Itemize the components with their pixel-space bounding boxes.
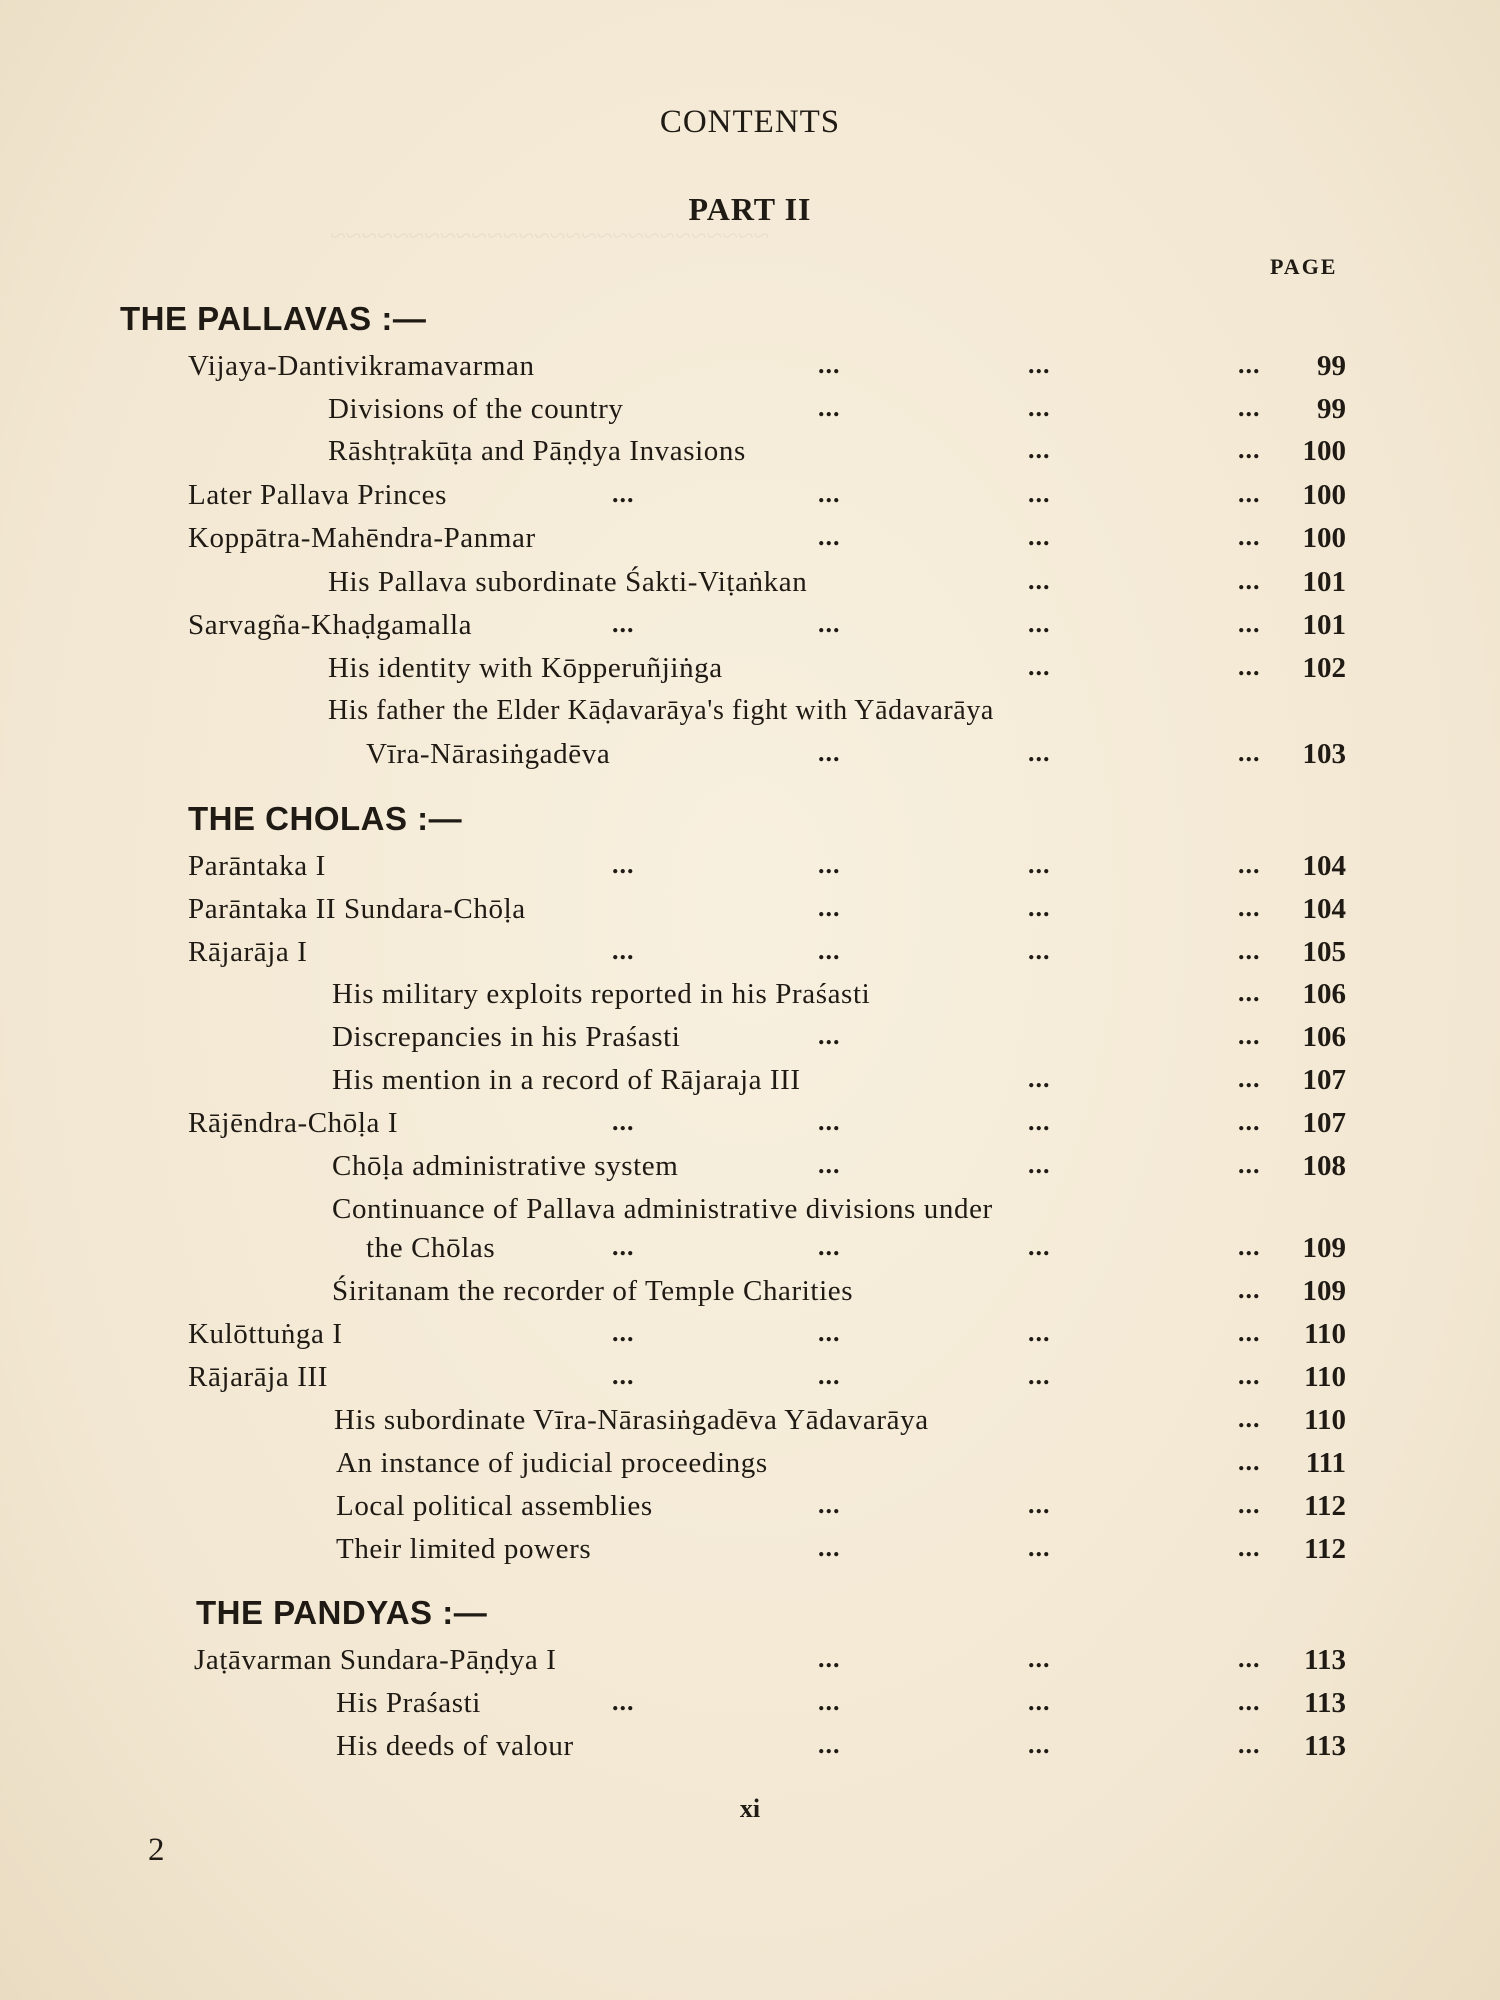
entry-label: Continuance of Pallava administrative divisions under <box>332 1193 993 1225</box>
entry-page: 113 <box>1304 1644 1346 1676</box>
leader-dots: ... <box>612 936 635 965</box>
leader-dots: ... <box>612 479 635 508</box>
toc-entry[interactable] <box>0 652 1500 692</box>
entry-page: 112 <box>1304 1533 1346 1565</box>
leader-dots: ... <box>818 1730 841 1759</box>
entry-label: Local political assemblies <box>336 1490 653 1522</box>
entry-page: 112 <box>1304 1490 1346 1522</box>
toc-entry[interactable] <box>0 695 1500 735</box>
leader-dots: ... <box>612 1318 635 1347</box>
entry-page: 100 <box>1302 435 1346 467</box>
leader-dots: ... <box>1238 1318 1261 1347</box>
leader-dots: ... <box>818 1318 841 1347</box>
leader-dots: ... <box>1238 850 1261 879</box>
toc-entry[interactable] <box>0 978 1500 1018</box>
entry-page: 109 <box>1302 1275 1346 1307</box>
entry-page: 101 <box>1302 609 1346 641</box>
leader-dots: ... <box>1238 1447 1261 1476</box>
leader-dots: ... <box>818 350 841 379</box>
leader-dots: ... <box>1028 1687 1051 1716</box>
entry-label: Divisions of the country <box>328 393 624 425</box>
entry-label: the Chōlas <box>366 1232 496 1264</box>
leader-dots: ... <box>1028 652 1051 681</box>
leader-dots: ... <box>1238 936 1261 965</box>
entry-label: His deeds of valour <box>336 1730 574 1762</box>
entry-page: 110 <box>1304 1318 1346 1350</box>
toc-entry[interactable] <box>0 738 1500 778</box>
toc-entry[interactable] <box>0 1361 1500 1401</box>
toc-entry[interactable] <box>0 393 1500 433</box>
toc-entry[interactable] <box>0 1687 1500 1727</box>
leader-dots: ... <box>818 522 841 551</box>
entry-label: An instance of judicial proceedings <box>336 1447 768 1479</box>
leader-dots: ... <box>612 609 635 638</box>
entry-label: Rājarāja III <box>188 1361 329 1393</box>
leader-dots: ... <box>612 1687 635 1716</box>
entry-label: Rājēndra-Chōḷa I <box>188 1107 399 1139</box>
entry-page: 100 <box>1302 479 1346 511</box>
entry-page: 107 <box>1302 1107 1346 1139</box>
toc-entry[interactable] <box>0 350 1500 390</box>
leader-dots: ... <box>1238 978 1261 1007</box>
entry-label: His identity with Kōpperuñjiṅga <box>328 652 723 684</box>
leader-dots: ... <box>1238 1150 1261 1179</box>
entry-page: 104 <box>1302 893 1346 925</box>
entry-label: His military exploits reported in his Praśasti <box>332 978 871 1010</box>
toc-entry[interactable] <box>0 1730 1500 1770</box>
toc-entry[interactable] <box>0 1533 1500 1573</box>
leader-dots: ... <box>818 1490 841 1519</box>
leader-dots: ... <box>818 1232 841 1261</box>
toc-entry[interactable] <box>0 1193 1500 1233</box>
toc-entry[interactable] <box>0 1150 1500 1190</box>
entry-page: 106 <box>1302 1021 1346 1053</box>
entry-page: 113 <box>1304 1730 1346 1762</box>
entry-label: Chōḷa administrative system <box>332 1150 679 1182</box>
leader-dots: ... <box>1238 1533 1261 1562</box>
entry-page: 113 <box>1304 1687 1346 1719</box>
toc-entry[interactable] <box>0 936 1500 976</box>
part-heading: PART II <box>688 191 812 227</box>
toc-entry[interactable] <box>0 1107 1500 1147</box>
leader-dots: ... <box>818 393 841 422</box>
leader-dots: ... <box>1238 522 1261 551</box>
leader-dots: ... <box>818 1021 841 1050</box>
leader-dots: ... <box>1238 609 1261 638</box>
contents-heading: CONTENTS <box>659 104 841 140</box>
leader-dots: ... <box>612 1361 635 1390</box>
entry-label: Parāntaka I <box>188 850 326 882</box>
toc-entry[interactable] <box>0 1447 1500 1487</box>
leader-dots: ... <box>1238 1730 1261 1759</box>
entry-label: Jaṭāvarman Sundara-Pāṇḍya I <box>194 1644 557 1676</box>
leader-dots: ... <box>1028 522 1051 551</box>
leader-dots: ... <box>818 1107 841 1136</box>
leader-dots: ... <box>1238 893 1261 922</box>
leader-dots: ... <box>1028 435 1051 464</box>
leader-dots: ... <box>1238 1490 1261 1519</box>
leader-dots: ... <box>1028 1490 1051 1519</box>
entry-page: 104 <box>1302 850 1346 882</box>
leader-dots: ... <box>818 738 841 767</box>
leader-dots: ... <box>1028 1644 1051 1673</box>
entry-page: 106 <box>1302 978 1346 1010</box>
toc-entry[interactable] <box>0 893 1500 933</box>
section-title-cholas: THE CHOLAS :— <box>188 800 463 837</box>
leader-dots: ... <box>612 1107 635 1136</box>
leader-dots: ... <box>1238 1232 1261 1261</box>
toc-entry[interactable] <box>0 1404 1500 1444</box>
leader-dots: ... <box>1238 1404 1261 1433</box>
entry-page: 103 <box>1302 738 1346 770</box>
toc-entry[interactable] <box>0 1318 1500 1358</box>
leader-dots: ... <box>1238 566 1261 595</box>
leader-dots: ... <box>1238 393 1261 422</box>
toc-entry[interactable] <box>0 1064 1500 1104</box>
entry-label: Vijaya-Dantivikramavarman <box>188 350 535 382</box>
toc-entry[interactable] <box>0 1275 1500 1315</box>
leader-dots: ... <box>1238 1361 1261 1390</box>
entry-page: 102 <box>1302 652 1346 684</box>
leader-dots: ... <box>1238 652 1261 681</box>
entry-page: 105 <box>1302 936 1346 968</box>
toc-entry[interactable] <box>0 1232 1500 1272</box>
entry-page: 108 <box>1302 1150 1346 1182</box>
leader-dots: ... <box>1238 435 1261 464</box>
leader-dots: ... <box>1028 1361 1051 1390</box>
entry-label: Koppātra-Mahēndra-Panmar <box>188 522 536 554</box>
leader-dots: ... <box>1028 1107 1051 1136</box>
leader-dots: ... <box>1028 850 1051 879</box>
toc-entry[interactable] <box>0 522 1500 562</box>
toc-entry[interactable] <box>0 566 1500 606</box>
entry-page: 100 <box>1302 522 1346 554</box>
page-number: xi <box>739 1794 761 1823</box>
entry-page: 109 <box>1302 1232 1346 1264</box>
leader-dots: ... <box>612 850 635 879</box>
leader-dots: ... <box>1028 479 1051 508</box>
leader-dots: ... <box>818 609 841 638</box>
entry-page: 107 <box>1302 1064 1346 1096</box>
section-title-pandyas: THE PANDYAS :— <box>196 1594 488 1631</box>
entry-label: Discrepancies in his Praśasti <box>332 1021 681 1053</box>
entry-label: His Pallava subordinate Śakti-Viṭaṅkan <box>328 566 808 598</box>
entry-label: Sarvagña-Khaḍgamalla <box>188 609 473 641</box>
leader-dots: ... <box>818 1687 841 1716</box>
leader-dots: ... <box>1028 936 1051 965</box>
entry-label: Rājarāja I <box>188 936 308 968</box>
leader-dots: ... <box>1238 1275 1261 1304</box>
leader-dots: ... <box>1238 1644 1261 1673</box>
leader-dots: ... <box>818 893 841 922</box>
toc-entry[interactable] <box>0 850 1500 890</box>
leader-dots: ... <box>1238 1687 1261 1716</box>
toc-entry[interactable] <box>0 1490 1500 1530</box>
leader-dots: ... <box>612 1232 635 1261</box>
leader-dots: ... <box>1028 1533 1051 1562</box>
entry-label: His Praśasti <box>336 1687 481 1719</box>
leader-dots: ... <box>1028 893 1051 922</box>
entry-page: 99 <box>1317 350 1346 382</box>
leader-dots: ... <box>818 1150 841 1179</box>
entry-label: His father the Elder Kāḍavarāya's fight with Yādavarāya <box>328 695 994 726</box>
entry-label: Later Pallava Princes <box>188 479 448 511</box>
entry-page: 99 <box>1317 393 1346 425</box>
toc-entry[interactable] <box>0 435 1500 475</box>
leader-dots: ... <box>818 936 841 965</box>
leader-dots: ... <box>1028 609 1051 638</box>
leader-dots: ... <box>1238 1107 1261 1136</box>
leader-dots: ... <box>818 1644 841 1673</box>
toc-entry[interactable] <box>0 479 1500 519</box>
leader-dots: ... <box>818 850 841 879</box>
entry-label: Their limited powers <box>336 1533 592 1565</box>
entry-label: His mention in a record of Rājaraja III <box>332 1064 801 1096</box>
entry-page: 101 <box>1302 566 1346 598</box>
leader-dots: ... <box>1238 350 1261 379</box>
bleed-through-text: ~~~~~~~~~~~~~~~~~~~~~~~~~~~~ <box>330 220 770 252</box>
leader-dots: ... <box>1238 1021 1261 1050</box>
toc-entry[interactable] <box>0 1644 1500 1684</box>
leader-dots: ... <box>1028 1064 1051 1093</box>
leader-dots: ... <box>1028 566 1051 595</box>
entry-page: 110 <box>1304 1361 1346 1393</box>
entry-label: Kulōttuṅga I <box>188 1318 343 1350</box>
leader-dots: ... <box>818 1533 841 1562</box>
leader-dots: ... <box>1238 1064 1261 1093</box>
entry-label: Parāntaka II Sundara-Chōḷa <box>188 893 526 925</box>
section-title-pallavas: THE PALLAVAS :— <box>120 300 427 337</box>
corner-mark: 2 <box>148 1832 165 1868</box>
leader-dots: ... <box>1238 738 1261 767</box>
leader-dots: ... <box>1028 1150 1051 1179</box>
leader-dots: ... <box>1028 1232 1051 1261</box>
leader-dots: ... <box>1028 1730 1051 1759</box>
leader-dots: ... <box>1238 479 1261 508</box>
entry-page: 110 <box>1304 1404 1346 1436</box>
entry-label: Vīra-Nārasiṅgadēva <box>366 738 611 770</box>
entry-label: Rāshṭrakūṭa and Pāṇḍya Invasions <box>328 435 746 467</box>
leader-dots: ... <box>1028 1318 1051 1347</box>
leader-dots: ... <box>1028 350 1051 379</box>
entry-label: Śiritanam the recorder of Temple Charities <box>332 1275 854 1307</box>
page-column-label: PAGE <box>1270 254 1338 279</box>
leader-dots: ... <box>1028 738 1051 767</box>
leader-dots: ... <box>818 479 841 508</box>
entry-label: His subordinate Vīra-Nārasiṅgadēva Yādavarāya <box>334 1404 929 1436</box>
toc-entry[interactable] <box>0 1021 1500 1061</box>
leader-dots: ... <box>818 1361 841 1390</box>
leader-dots: ... <box>1028 393 1051 422</box>
entry-page: 111 <box>1305 1447 1346 1479</box>
toc-entry[interactable] <box>0 609 1500 649</box>
